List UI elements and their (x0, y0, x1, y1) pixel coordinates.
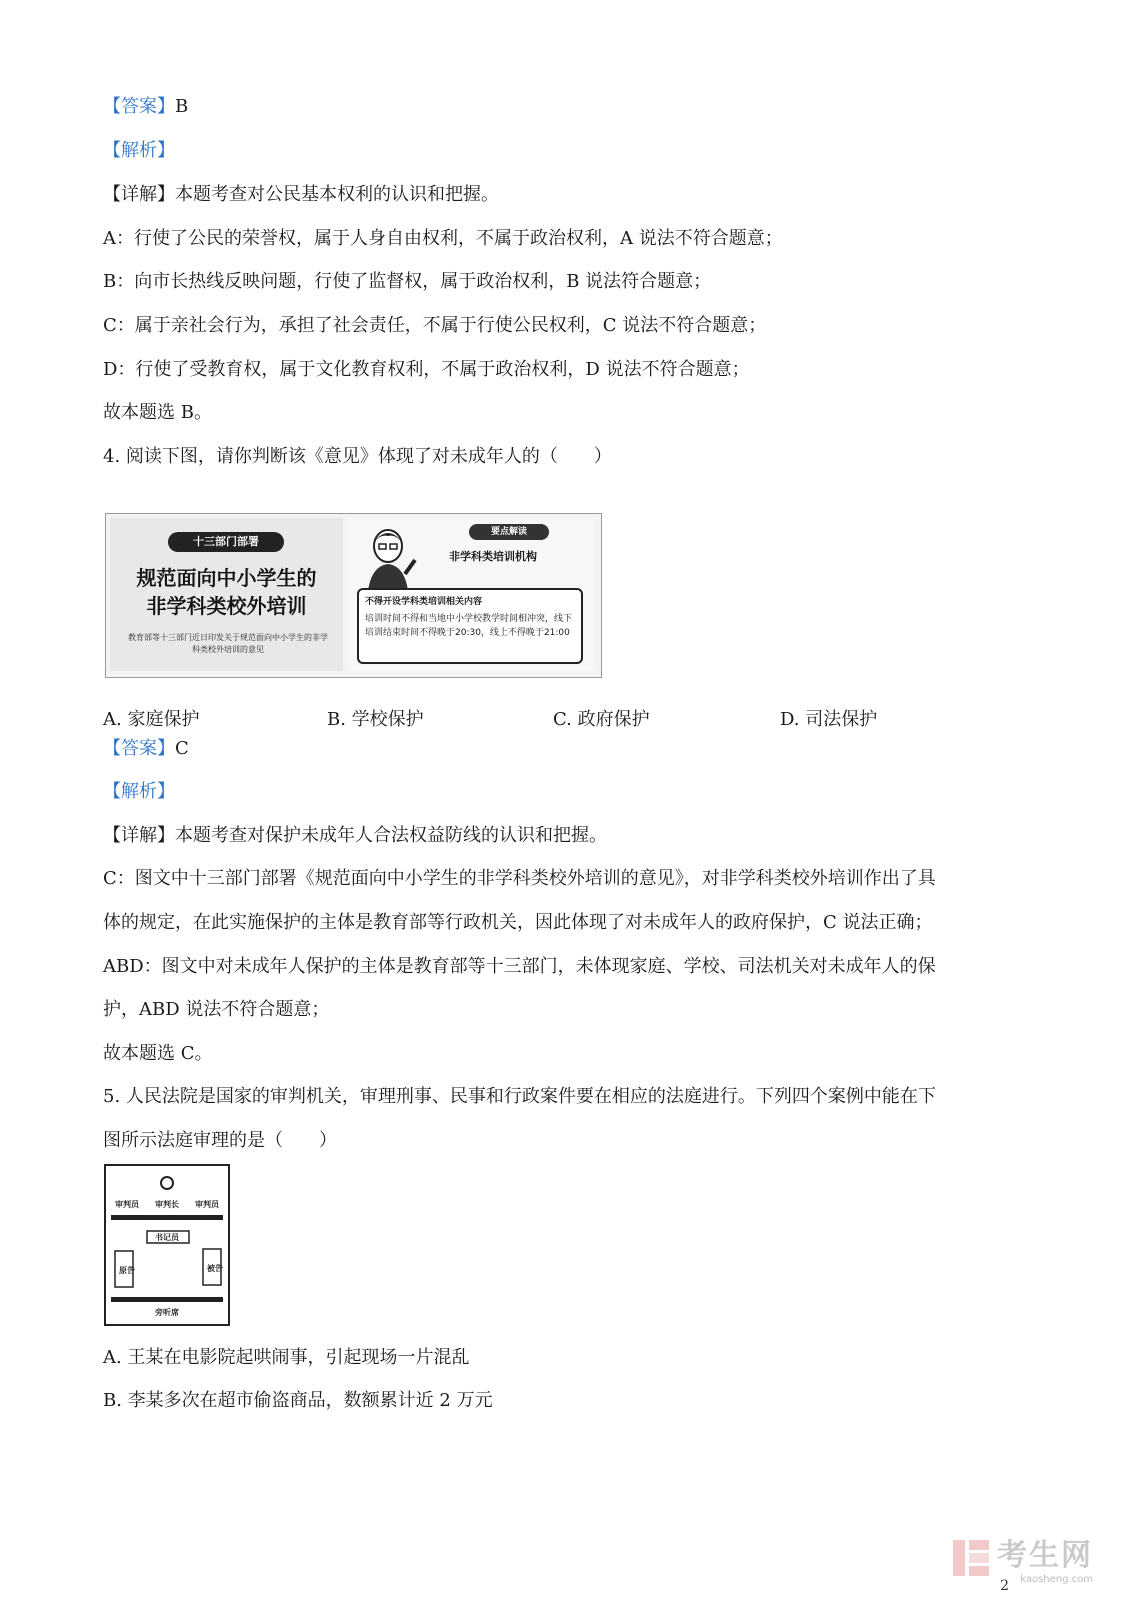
q5-question-line-1: 5. 人民法院是国家的审判机关，审理刑事、民事和行政案件要在相应的法庭进行。下列四个案例中能在下 (103, 1086, 936, 1107)
q4-option-b: B. 学校保护 (327, 709, 424, 730)
q3-line-b: B：向市长热线反映问题，行使了监督权，属于政治权利，B 说法符合题意； (103, 271, 712, 292)
q3-line-a: A：行使了公民的荣誉权，属于人身自由权利，不属于政治权利，A 说法不符合题意； (103, 228, 783, 249)
watermark (951, 1530, 1093, 1585)
figure-caption: 教育部等十三部门近日印发关于规范面向中小学生的非学科类校外培训的意见 (128, 633, 328, 654)
q3-line-d: D：行使了受教育权，属于文化教育权利，不属于政治权利，D 说法不符合题意； (103, 359, 750, 380)
figure-box-text: 培训时间不得和当地中小学校教学时间相冲突，线下培训结束时间不得晚于20:30，线上不得晚于21:00 (365, 614, 573, 638)
figure-badge: 十三部门部署 (168, 532, 284, 552)
q3-line-c: C：属于亲社会行为，承担了社会责任，不属于行使公民权利，C 说法不符合题意； (103, 315, 767, 336)
q4-line-3: ABD：图文中对未成年人保护的主体是教育部等十三部门，未体现家庭、学校、司法机关对未成年人的保 (103, 956, 936, 977)
judge-right-label: 审判员 (195, 1200, 219, 1209)
q4-option-a: A. 家庭保护 (103, 709, 200, 730)
figure-info-box (357, 588, 583, 664)
page-number: 2 (1000, 1578, 1009, 1594)
kaosheng-logo-icon (951, 1538, 991, 1578)
q4-figure (105, 513, 602, 678)
q4-line-1: C：图文中十三部门部署《规范面向中小学生的非学科类校外培训的意见》，对非学科类校外培训作出了具 (103, 868, 936, 889)
q4-question: 4. 阅读下图，请你判断该《意见》体现了对未成年人的（ ） (103, 446, 612, 467)
q4-option-c: C. 政府保护 (553, 709, 650, 730)
q4-answer: 【答案】C (103, 738, 189, 759)
figure-headline-1: 规范面向中小学生的 (136, 566, 317, 590)
q3-analysis-tag: 【解析】 (103, 140, 175, 161)
q5-question-line-2: 图所示法庭审理的是（ ） (103, 1130, 337, 1151)
q3-conclusion: 故本题选 B。 (103, 402, 212, 423)
q3-answer: 【答案】B (103, 96, 189, 117)
defendant-label: 被告 (207, 1264, 223, 1273)
q5-option-b: B. 李某多次在超市偷盗商品，数额累计近 2 万元 (103, 1390, 493, 1411)
chief-judge-label: 审判长 (155, 1200, 179, 1209)
plaintiff-label: 原告 (119, 1266, 135, 1275)
clerk-label: 书记员 (155, 1233, 179, 1242)
q4-line-4: 护，ABD 说法不符合题意； (103, 999, 330, 1020)
q3-detail: 【详解】本题考查对公民基本权利的认识和把握。 (103, 184, 499, 205)
gallery-label: 旁听席 (155, 1308, 179, 1317)
q5-option-a: A. 王某在电影院起哄闹事，引起现场一片混乱 (103, 1347, 470, 1368)
watermark-text: 考生网 (997, 1538, 1093, 1573)
q4-conclusion: 故本题选 C。 (103, 1043, 213, 1064)
figure-badge-2: 要点解读 (469, 524, 549, 540)
figure-right-panel (349, 518, 594, 671)
judge-left-label: 审判员 (115, 1200, 139, 1209)
q5-courtroom-diagram (103, 1163, 233, 1331)
watermark-url: kaosheng.com (1020, 1574, 1093, 1585)
figure-left-panel (110, 518, 343, 671)
figure-headline-2: 非学科类校外培训 (146, 594, 307, 618)
q4-analysis-tag: 【解析】 (103, 781, 175, 802)
q4-detail: 【详解】本题考查对保护未成年人合法权益防线的认识和把握。 (103, 825, 607, 846)
q4-line-2: 体的规定，在此实施保护的主体是教育部等行政机关，因此体现了对未成年人的政府保护，C 说法正确； (103, 912, 933, 933)
q4-option-d: D. 司法保护 (780, 709, 878, 730)
figure-box-title: 不得开设学科类培训相关内容 (365, 597, 483, 607)
figure-org-label: 非学科类培训机构 (449, 550, 537, 563)
